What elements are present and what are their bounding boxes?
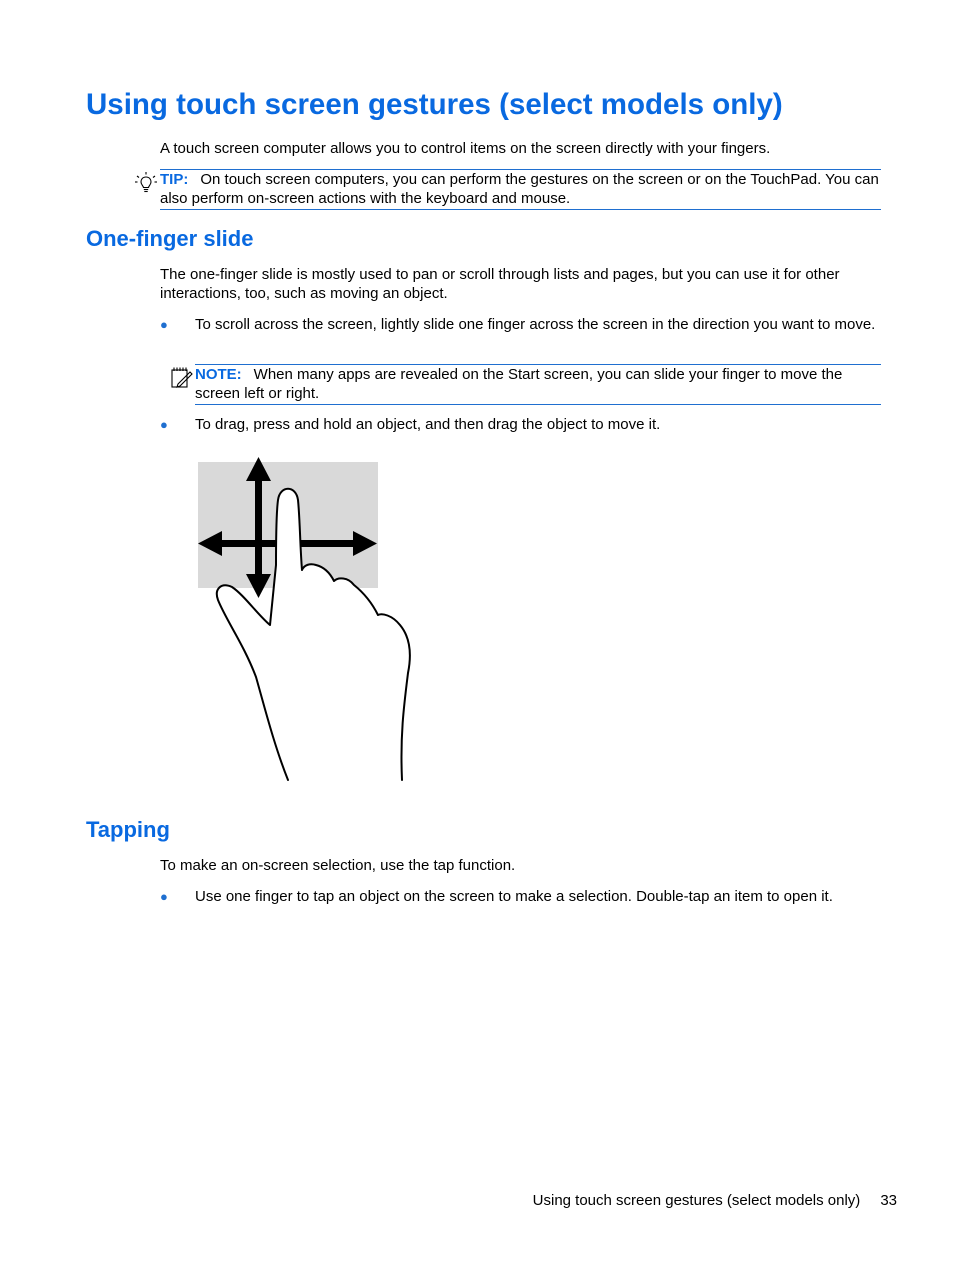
section-heading-tapping: Tapping [86,817,170,842]
bullet-icon: ● [160,417,168,432]
note-text: When many apps are revealed on the Start screen, you can slide your finger to move the screen left or right. [195,366,843,402]
section-heading-one-finger-slide: One-finger slide [86,226,254,251]
hand-slide-gesture-illustration [196,455,416,785]
list-item-text: To scroll across the screen, lightly slide one finger across the screen in the direction you want to move. [195,316,876,333]
bullet-icon: ● [160,317,168,332]
page-footer [533,1192,897,1209]
list-item-text: Use one finger to tap an object on the screen to make a selection. Double-tap an item to open it. [195,888,833,905]
tip-label: TIP: [160,171,189,188]
footer-title: Using touch screen gestures (select models only) [532,1192,861,1209]
note-box [195,364,881,405]
page-title: Using touch screen gestures (select models only) [86,88,783,121]
list-item [160,887,882,907]
tip-box [160,169,881,210]
page-number: 33 [880,1192,897,1209]
one-finger-slide-paragraph: The one-finger slide is mostly used to pan or scroll through lists and pages, but you can use it for other interactions, too, such as moving an object. [160,266,840,302]
note-pad-icon [170,366,194,390]
list-item [160,415,882,435]
tapping-paragraph: To make an on-screen selection, use the tap function. [160,857,516,874]
note-label: NOTE: [195,366,242,383]
bullet-icon: ● [160,889,168,904]
lightbulb-icon [134,171,158,197]
tip-text: On touch screen computers, you can perform the gestures on the screen or on the TouchPad. You can also perform on-screen actions with the keyboard and mouse. [160,171,879,207]
list-item-text: To drag, press and hold an object, and then drag the object to move it. [195,416,661,433]
intro-paragraph: A touch screen computer allows you to control items on the screen directly with your fingers. [160,140,771,157]
list-item [160,315,882,355]
